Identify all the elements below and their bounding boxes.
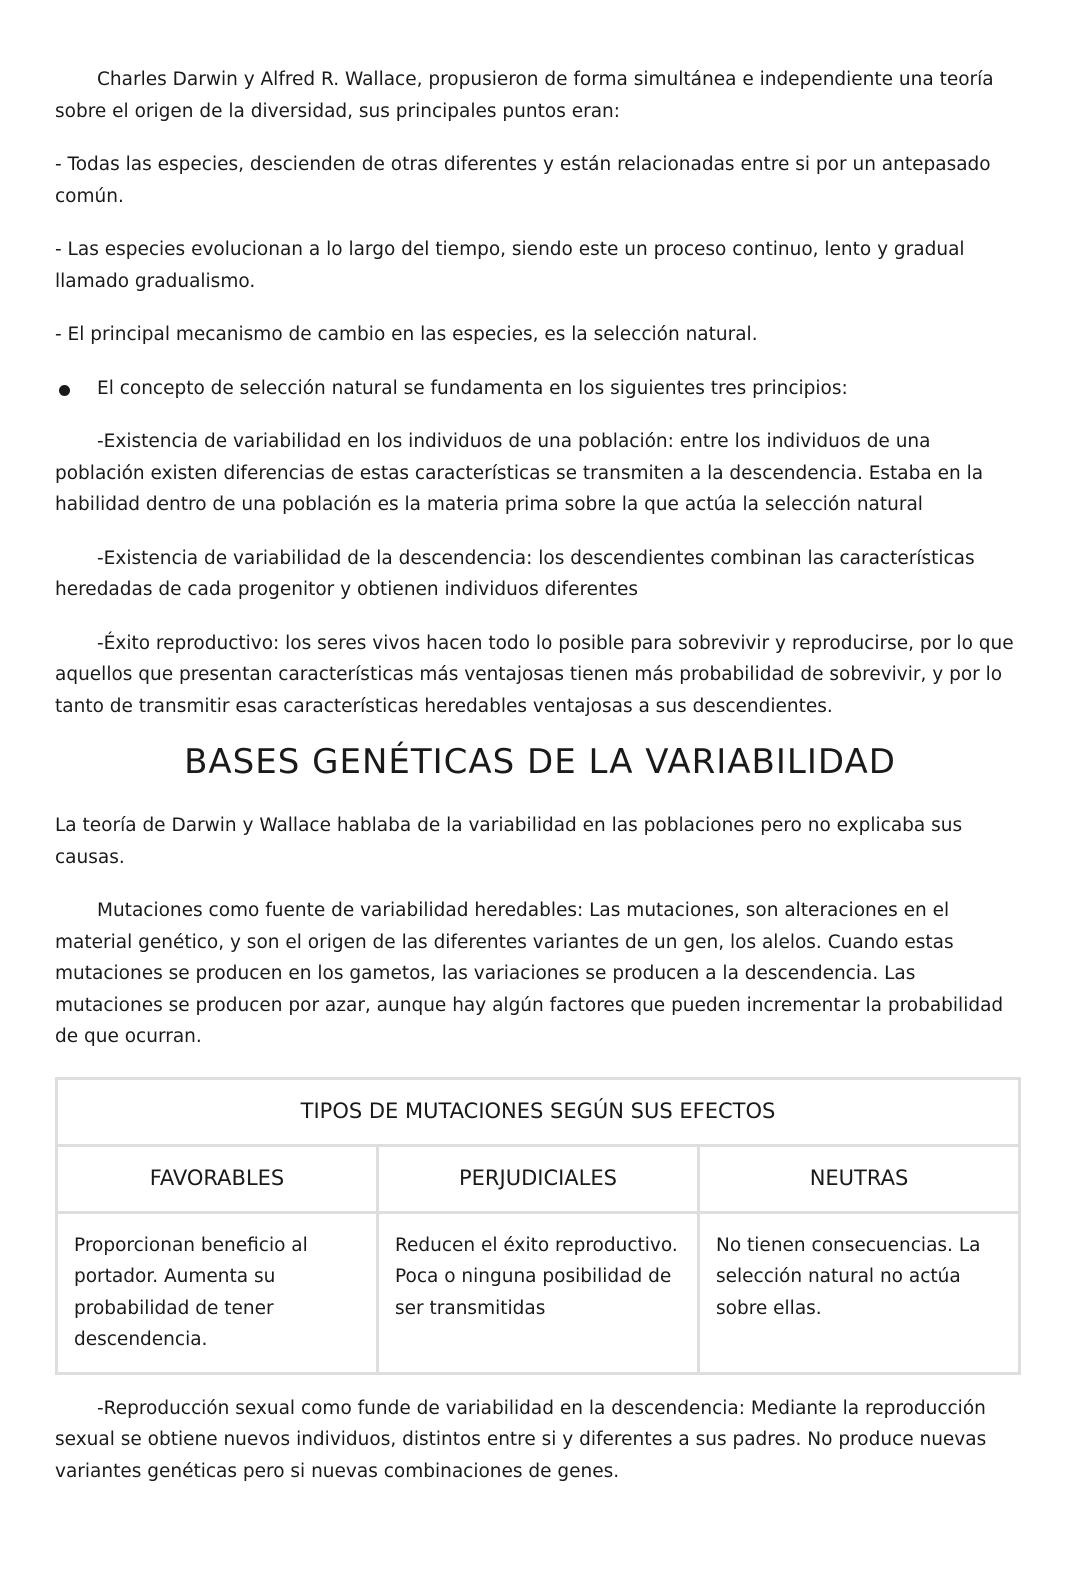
- point-natural-selection: - El principal mecanismo de cambio en las especies, es la selección natural.: [55, 324, 758, 345]
- table-cell-neutras: No tienen consecuencias. La selección natural no actúa sobre ellas.: [699, 1212, 1020, 1373]
- principle-variability-offspring: -Existencia de variabilidad de la descendencia: los descendientes combinan las características heredadas de cada progenitor y obtienen individuos diferentes: [55, 547, 975, 600]
- mutations-paragraph: Mutaciones como fuente de variabilidad heredables: Las mutaciones, son alteraciones en el material genético, y son el origen de las diferentes variantes de un gen, los alelos. Cuando estas mutaciones se producen en los gametos, las variaciones se producen a la descendencia. Las mutaciones se producen por azar, aunque hay algún factores que pueden incrementar la probabilidad de que ocurran.: [55, 900, 1004, 1047]
- theory-paragraph: La teoría de Darwin y Wallace hablaba de la variabilidad en las poblaciones pero no explicaba sus causas.: [55, 815, 963, 868]
- table-title: TIPOS DE MUTACIONES SEGÚN SUS EFECTOS: [57, 1078, 1020, 1145]
- sexual-reproduction-paragraph: -Reproducción sexual como funde de variabilidad en la descendencia: Mediante la reproducción sexual se obtiene nuevos individuos, distintos entre si y diferentes a sus padres. No produce nuevas variantes genéticas pero si nuevas combinaciones de genes.: [55, 1397, 987, 1482]
- table-header-favorables: FAVORABLES: [57, 1145, 378, 1212]
- point-common-ancestor: - Todas las especies, descienden de otras diferentes y están relacionadas entre si por un antepasado común.: [55, 154, 991, 207]
- table-header-neutras: NEUTRAS: [699, 1145, 1020, 1212]
- document-page: [55, 64, 1025, 1487]
- bullet-principles: El concepto de selección natural se fundamenta en los siguientes tres principios:: [55, 373, 1025, 405]
- mutation-types-table: [55, 1077, 1021, 1375]
- table-cell-favorables: Proporcionan beneficio al portador. Aumenta su probabilidad de tener descendencia.: [57, 1212, 378, 1373]
- principle-variability-population: -Existencia de variabilidad en los individuos de una población: entre los individuos de una población existen diferencias de estas características se transmiten a la descendencia. Estaba en la habilidad dentro de una población es la materia prima sobre la que actúa la selección natural: [55, 431, 984, 515]
- principle-reproductive-success: -Éxito reproductivo: los seres vivos hacen todo lo posible para sobrevivir y reproducirse, por lo que aquellos que presentan características más ventajosas tienen más probabilidad de sobrevivir, y por lo tanto de transmitir esas características heredables ventajosas a sus descendientes.: [55, 632, 1014, 717]
- table-header-perjudiciales: PERJUDICIALES: [378, 1145, 699, 1212]
- table-cell-perjudiciales: Reducen el éxito reproductivo. Poca o ninguna posibilidad de ser transmitidas: [378, 1212, 699, 1373]
- section-title: BASES GENÉTICAS DE LA VARIABILIDAD: [184, 742, 896, 782]
- intro-paragraph: Charles Darwin y Alfred R. Wallace, propusieron de forma simultánea e independiente una teoría sobre el origen de la diversidad, sus principales puntos eran:: [55, 69, 994, 122]
- point-gradualism: - Las especies evolucionan a lo largo del tiempo, siendo este un proceso continuo, lento y gradual llamado gradualismo.: [55, 239, 965, 292]
